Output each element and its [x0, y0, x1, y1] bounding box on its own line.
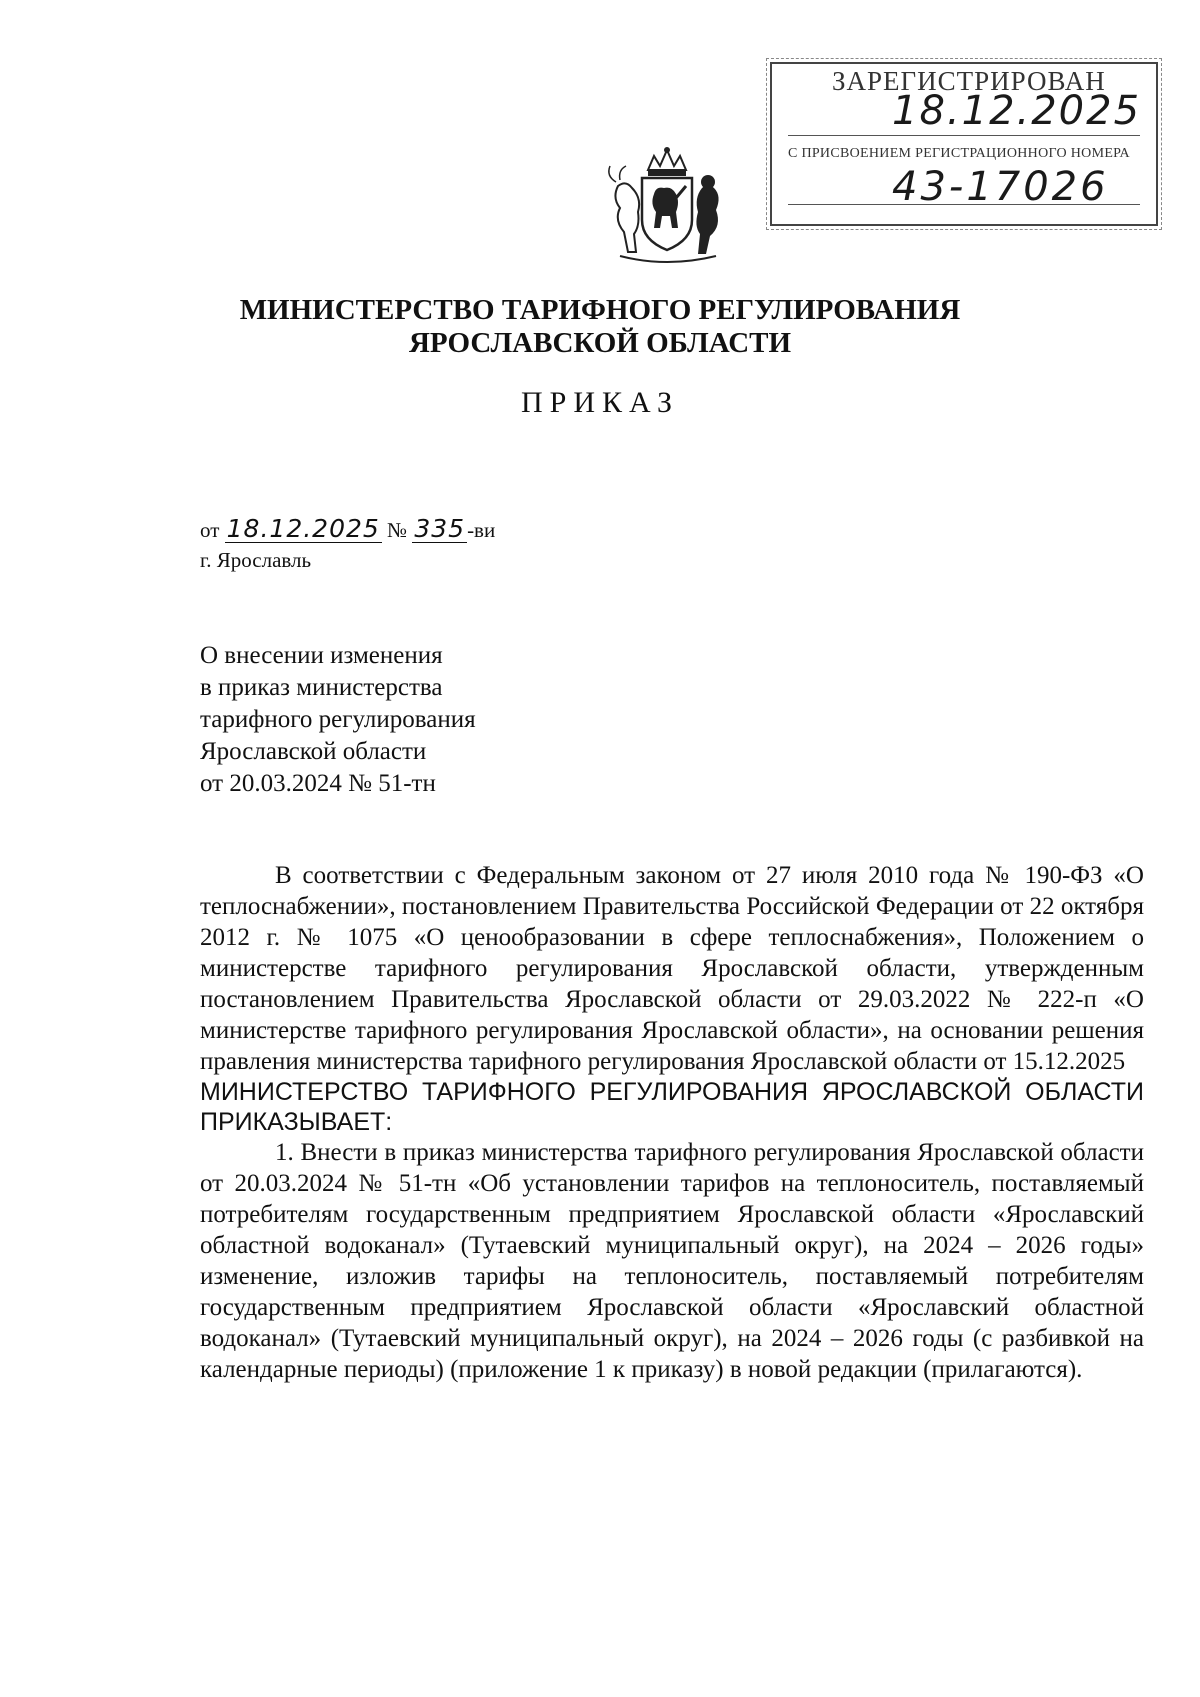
subject-line: от 20.03.2024 № 51-тн — [200, 770, 436, 797]
ministry-line-1: МИНИСТЕРСТВО ТАРИФНОГО РЕГУЛИРОВАНИЯ — [239, 294, 961, 326]
subject-line: Ярославской области — [200, 738, 427, 765]
subject-line: в приказ министерства — [200, 674, 443, 701]
preamble-paragraph: В соответствии с Федеральным законом от 27 июля 2010 года № 190-ФЗ «О теплоснабжении», постановлением Правительства Российской Федерации от 22 октября 2012 г. № 1075 «О ценообразовании в сфере теплоснабжения», Положением о министерстве тарифного регулирования Ярославской области, утвержденным постановлением Правительства Ярославской области от 29.03.2022 № 222-п «О министерстве тарифного регулирования Ярославской области», на основании решения правления министерства тарифного регулирования Ярославской области от 15.12.2025 — [200, 862, 1144, 1075]
orders-statement: МИНИСТЕРСТВО ТАРИФНОГО РЕГУЛИРОВАНИЯ ЯРОСЛАВСКОЙ ОБЛАСТИ ПРИКАЗЫВАЕТ: — [200, 1078, 1144, 1136]
coat-of-arms-icon — [598, 142, 736, 270]
order-date-number — [200, 516, 495, 543]
order-body — [200, 860, 1144, 1385]
stamp-title: ЗАРЕГИСТРИРОВАН — [832, 66, 1106, 96]
ministry-line-2: ЯРОСЛАВСКОЙ ОБЛАСТИ — [408, 327, 792, 359]
stamp-number: 43-17026 — [892, 164, 1109, 210]
subject-line: тарифного регулирования — [200, 706, 476, 733]
number-label: № — [387, 518, 408, 542]
stamp-date: 18.12.2025 — [892, 88, 1142, 134]
stamp-subtitle: С ПРИСВОЕНИЕМ РЕГИСТРАЦИОННОГО НОМЕРА — [788, 146, 1130, 161]
order-date: 18.12.2025 — [226, 514, 380, 543]
order-subject — [200, 640, 476, 800]
from-label: от — [200, 518, 220, 542]
order-suffix: -ви — [467, 518, 496, 542]
stamp-divider-bottom — [788, 204, 1140, 205]
ministry-name — [0, 294, 1200, 360]
order-number: 335 — [414, 514, 466, 543]
document-type: ПРИКАЗ — [521, 386, 679, 419]
registration-stamp — [770, 62, 1158, 226]
stamp-divider — [788, 135, 1140, 136]
subject-line: О внесении изменения — [200, 642, 443, 669]
item-1-paragraph: 1. Внести в приказ министерства тарифного регулирования Ярославской области от 20.03.2024 № 51-тн «Об установлении тарифов на теплоноситель, поставляемый потребителям государственным предприятием Ярославской области «Ярославский областной водоканал» (Тутаевский муниципальный округ), на 2024 – 2026 годы» изменение, изложив тарифы на теплоноситель, поставляемый потребителям государственным предприятием Ярославской области «Ярославский областной водоканал» (Тутаевский муниципальный округ), на 2024 – 2026 годы (с разбивкой на календарные периоды) (приложение 1 к приказу) в новой редакции (прилагаются). — [200, 1139, 1144, 1383]
city: г. Ярославль — [200, 548, 312, 572]
